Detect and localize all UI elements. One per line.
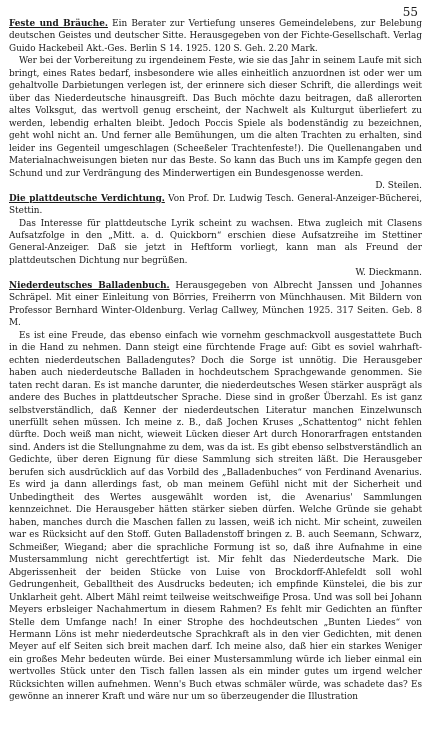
review-head	[9, 18, 422, 55]
review-paragraph: Das Interesse für plattdeutsche Lyrik scheint zu wachsen. Etwa zugleich mit Clasens Aufsatzfolge in den „Mitt. a. d. Quickborn“ erschien diese Aufsatzreihe im Stettiner General-Anzeiger. Daß sie jetzt in Heftform vorliegt, kann man als Freund der plattdeutschen Dichtung nur begrüßen.	[9, 218, 422, 266]
review-bibliography: Von Prof. Dr. Ludwig Tesch. General-Anzeiger-Bücherei, Stettin.	[9, 193, 423, 217]
review-paragraph: Es ist eine Freude, das ebenso einfach wie vornehm geschmackvoll ausgestattete Buch in die Hand zu nehmen. Dann steigt eine fürchtende Frage auf: Gibt es soviel wahrhaft-echten niederdeutschen Balladengutes? Doch die Sorge ist unnötig. Die Herausgeber haben auch niederdeutsche Balladen in hochdeutschem Sprachgewande genommen. Sie taten recht daran. Es ist manche darunter, die niederdeutsches Wesen stärker ausprägt als andere des Buches in plattdeutscher Sprache. Diese sind in großer Überzahl. Es ist ganz selbstverständlich, daß Kenner der niederdeutschen Literatur manchen Einzelwunsch unerfüllt sehen müssen. Ich meine z. B., daß Jochen Kruses „Schattentog“ nicht fehlen dürfte. Doch weiß man nicht, wieweit Lücken dieser Art durch Honorarfragen entstanden sind. Anders ist die Stellungnahme zu dem, was da ist. Es gibt ebenso selbstverständlich an Gedichte, über deren Eignung für diese Sammlung sich streiten läßt. Die Herausgeber berufen sich ausdrücklich auf das Vorbild des „Balladenbuches“ von Ferdinand Avenarius. Es wird ja dann allerdings fast, ob man meinem Gefühl nicht mit der Sicherheit und Unbedingtheit des Wertes ausgewählt worden ist, die Avenarius' Sammlungen kennzeichnet. Die Herausgeber hätten stärker sieben dürfen. Welche Gründe sie gehabt haben, manches durch die Maschen fallen zu lassen, weiß ich nicht. Mir scheint, zuweilen war es Rücksicht auf den Stoff. Guten Balladenstoff bringen z. B. auch Seemann, Schwarz, Schmeißer, Wiegand; aber die sprachliche Formung ist so, daß ihre Aufnahme in eine Mustersammlung nicht gerechtfertigt ist. Mir fehlt das Niederdeutsche Mark. Die Abgerissenheit der beiden Stücke von Luise von Brockdorff-Ahlefeldt soll wohl Gedrungenheit, Geballtheit des Ausdrucks bedeuten; ich empfinde Künstelei, die bis zur Unklarheit geht. Albert Mähl reimt teilweise weitschweifige Prosa. Und was soll bei Johann Meyers erbsleiger Nachahmertum in diesem Rahmen? Es fehlt mir Gedichten an fünfter Stelle dem Umfange nach! In einer Strophe des hochdeutschen „Bunten Liedes“ von Hermann Löns ist mehr niederdeutsche Sprachkraft als in den vier Gedichten, mit denen Meyer auf elf Seiten sich breit machen darf. Ich meine also, daß hier ein starkes Weniger ein großes Mehr bedeuten würde. Bei einer Mustersammlung würde ich lieber einmal ein wertvolles Stück unter den Tisch fallen lassen als ein minder gutes um irgend welcher Rücksichten willen aufnehmen. Wenn's Buch etwas schmäler würde, was schadete das? Es gewönne an innerer Kraft und wäre nur um so überzeugender die Illustration	[9, 330, 422, 703]
review-niederdeutsches-balladenbuch	[9, 280, 422, 704]
review-head	[9, 280, 422, 330]
review-head	[9, 193, 422, 218]
review-title: Die plattdeutsche Verdichtung.	[9, 193, 165, 204]
text-column	[9, 18, 422, 704]
review-title: Feste und Bräuche.	[9, 19, 108, 29]
review-signature: D. Steilen.	[375, 181, 422, 192]
review-title: Niederdeutsches Balladenbuch.	[9, 280, 170, 291]
page-number: 55	[402, 5, 418, 19]
review-plattdeutsche-verdichtung	[9, 193, 422, 280]
review-feste-und-braeuche	[9, 18, 422, 193]
review-bibliography: Herausgegeben von Albrecht Janssen und Johannes Schräpel. Mit einer Einleitung von Börries, Freiherrn von Münchhausen. Mit Bildern von Professor Bernhard Winter-Oldenburg. Verlag Callwey, München 1925. 317 Seiten. Geb. 8 M.	[9, 280, 423, 329]
review-paragraph: Wer bei der Vorbereitung zu irgendeinem Feste, wie sie das Jahr in seinem Laufe mit sich bringt, eines Rates bedarf, insbesondere wie alles einheitlich anzuordnen ist oder wer um gehaltvolle Darbietungen verlegen ist, der erinnere sich dieser Schrift, die allerdings weit über das Niederdeutsche hinausgreift. Das Buch möchte dazu beitragen, daß allerorten altes Volksgut, das wertvoll genug erscheint, der Nachwelt als Kulturgut überliefert zu werden, lebendig erhalten bleibt. Jedoch Poccis Spiele als bodenständig zu bezeichnen, geht wohl nicht an. Und ferner alle Bemühungen, um die alten Trachten zu erhalten, sind leider ins Gegenteil umgeschlagen (Scheeßeler Trachtenfeste!). Die Quellenangaben und Materialnachweisungen bieten nur das Beste. So kann das Buch uns im Kampfe gegen den Schund und zur Verdrängung des Minderwertigen ein Bundesgenosse werden.	[9, 56, 422, 179]
review-signature: W. Dieckmann.	[355, 268, 422, 279]
review-bibliography: Ein Berater zur Vertiefung unseres Gemeindelebens, zur Belebung deutschen Geistes und deutscher Sitte. Herausgegeben von der Fichte-Gesellschaft. Verlag Guido Hackebeil Akt.-Ges. Berlin S 14. 1925. 120 S. Geh. 2.20 Mark.	[9, 19, 423, 54]
